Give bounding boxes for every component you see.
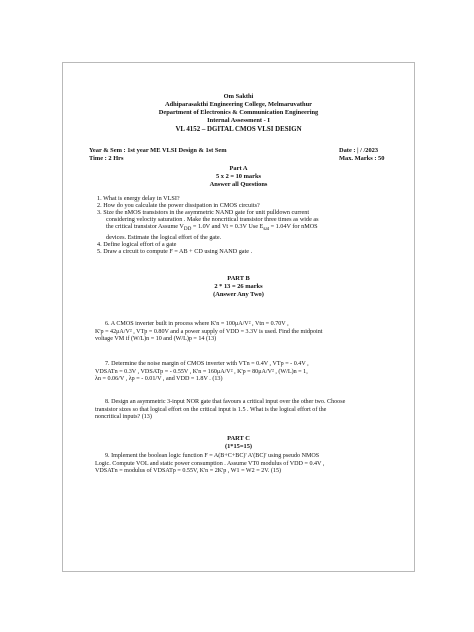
header-college: Adhiparasakthi Engineering College, Melmaruvathur <box>165 101 312 108</box>
question-7: 7. Determine the noise margin of CMOS inverter with VTn = 0.4V , VTp = - 0.4V , VDSATn = 0.3V , VDSATp = - 0.55V , K'n = 160μA/V² , K'p = 80μA/V² , (W/L)n = 1, λn = 0.06/V , λp = - 0.01/V , and VDD = 1.8V . (13) <box>95 361 309 383</box>
part-c-marks: (1*15=15) <box>224 443 253 450</box>
year-sem: Year & Sem : 1st year ME VLSI Design & 1st Sem <box>89 147 227 154</box>
part-a-title: Part A <box>229 165 248 172</box>
question-2: 2. How do you calculate the power dissipation in CMOS circuits? <box>97 202 260 210</box>
question-3-line-4: devices. Estimate the logical effort of the gate. <box>106 233 222 241</box>
part-b-marks: 2 * 13 = 26 marks <box>214 283 263 290</box>
question-paper <box>62 62 415 572</box>
part-a-instruction: Answer all Questions <box>209 181 268 188</box>
header-course: VL 4152 – DGITAL CMOS VLSI DESIGN <box>175 126 302 133</box>
part-b-instruction: (Answer Any Two) <box>213 291 264 298</box>
question-3-line-3: the critical transistor Assume $V_{DD} = 1.0V$ and Vt = 0.3V Use $E_{sat} = 1.04V$ for nMOS <box>106 223 318 233</box>
question-4: 4. Define logical effort of a gate <box>97 240 177 248</box>
header-assessment: Internal Assessment - I <box>207 117 270 124</box>
header-department: Department of Electronics & Communication Engineering <box>158 109 319 116</box>
part-a-questions <box>97 195 393 255</box>
exam-date: Date : | / /2023 <box>339 147 379 154</box>
question-5: 5. Draw a circuit to compute F = AB + CD using NAND gate . <box>97 247 253 255</box>
header-om-sakthi: Om Sakthi <box>223 93 254 100</box>
part-b-title: PART B <box>227 275 250 282</box>
exam-time: Time : 2 Hrs <box>89 155 124 162</box>
question-3-line-2: considering velocity saturation . Make the noncritical transistor three times as wide as <box>106 216 319 224</box>
max-marks: Max. Marks : 50 <box>339 155 385 162</box>
question-9: 9. Implement the boolean logic function F = A(B+C+BC)' A'(BC)' using pseudo NMOS Logic. Compute VOL and static power consumption . Assume VT0 modulus of VDD = 0.4V , VDSATn = modulus of VDSATp = 0.55V, K'n = 2K'p , W1 = W2 = 2V. (15) <box>95 453 325 475</box>
question-1: 1. What is energy delay in VLSI? <box>97 195 180 202</box>
part-a-marks: 5 x 2 = 10 marks <box>215 173 261 180</box>
question-6: 6. A CMOS inverter built in process where K'n = 100μA/V² , Vtn = 0.70V , K'p = 42μA/V² , VTp = 0.80V and a power supply of VDD = 3.3V is used. Find the midpoint voltage VM if (W/L)n = 10 and (W/L)p = 14 (13) <box>95 321 323 343</box>
question-3-line-1: 3. Size the nMOS transistors in the asymmetric NAND gate for unit pulldown current <box>97 209 310 217</box>
question-8: 8. Design an asymmetric 3-input NOR gate that favours a critical input over the other two. Choose transistor sizes so that logical effort on the critical input is 1.5 . What is the logical effort of the noncritical inputs? (13) <box>95 399 346 421</box>
part-c-title: PART C <box>227 435 250 442</box>
